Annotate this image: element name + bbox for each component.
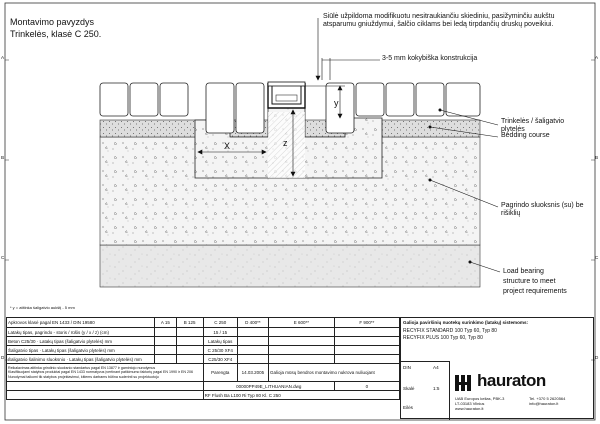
row4-label: Šaligatvio tipas · Latakų tipas (šaligatvio plytelės) mm — [7, 346, 155, 355]
row4-value: C 25/30 XF4 — [203, 346, 237, 355]
drawing-title-line2: Trinkelės, klasė C 250. — [10, 29, 102, 39]
callout-load-1: Load bearing — [503, 268, 544, 275]
row5-label: Šaligatvio šalinimo sluoksnio · Latakų tipas (šaligatvio plytelės) mm — [7, 355, 155, 364]
class-b125: B 125 — [176, 318, 203, 328]
notes-cell: Reikalavimas atitinka grindinio sluoksnio standartus pagal EN 13877 ir gamintojo nurodymus Klasifikuojami statybos produktai pagal EN 1433 normatyvus įvertinant patikimumo faktorių pagal EN 1990 ir EN 206 Nurodymai taikomi tik statybos projektavimui, kitiems darbams būtina suderinti su projektuotoju — [7, 364, 204, 382]
border-letter-a-left: A — [1, 55, 5, 60]
border-letter-a-right: A — [595, 55, 599, 60]
sheet-label: Eilės — [403, 405, 413, 410]
product-line-1: RECYFIX STANDARD 100 Typ 60, Typ 80 — [403, 328, 497, 334]
dim-z-label: z — [283, 138, 288, 148]
dim-x-label: X — [224, 141, 231, 151]
scale-value: 1:5 — [433, 386, 440, 391]
company-contact: Tel. +370 5 2620564 info@hauraton.lt — [529, 396, 566, 406]
revision-value: 0 — [334, 382, 399, 391]
callout-load-2: structure to meet — [503, 278, 556, 285]
load-class-label: Apkrovos klasė pagal EN 1433 / DIN 19580 — [7, 318, 155, 328]
file-name: 00000PP49E_LITHUANIAN.dwg — [203, 382, 334, 391]
drawing-title-line1: Montavimo pavyzdys — [10, 17, 95, 27]
dim-y-label: y — [334, 98, 339, 108]
file-spacer — [7, 382, 204, 391]
product-code: RF Flush Ba L100 Ri Typ 80 Kl. C 250 — [203, 391, 399, 400]
callout-bedding: Bedding course — [501, 132, 550, 139]
channel-type-value: 15 / 15 — [203, 328, 237, 337]
border-letter-d-right: D — [595, 355, 599, 360]
callout-construction: 3-5 mm kokybiška konstrukcija — [382, 55, 478, 62]
row3-value: Latakų tipas — [203, 337, 237, 346]
validity-note: Galioja mūsų bendros montavimo nukrova nuliuojant — [268, 364, 399, 382]
class-d400: D 400** — [237, 318, 268, 328]
class-f900: F 900** — [334, 318, 399, 328]
brand-name: hauraton — [477, 371, 546, 390]
drainage-channel — [268, 82, 305, 108]
callout-pavers: Trinkelės / šaligatvio plytelės — [501, 118, 565, 133]
footnote: * y = atitinka šaligatvio aukštį - 5 mm — [10, 305, 75, 310]
callout-load-3: project requirements — [503, 288, 567, 295]
title-block-table — [6, 317, 400, 400]
load-bearing-layer — [100, 245, 480, 287]
border-letter-c-left: C — [1, 255, 5, 260]
class-a15: A 15 — [155, 318, 177, 328]
border-letter-c-right: C — [595, 255, 599, 260]
callout-seam: Siūlė užpildoma modifikuotu nesitraukiančiu skiediniu, pasižyminčiu aukštu atsparumu gniuždymui, šalčio ciklams bei ledą tirpdančių druskų poveikiui. — [323, 13, 555, 28]
hauraton-logo-icon — [455, 373, 477, 393]
scale-label: Skalė — [403, 386, 415, 391]
din-value: A4 — [433, 365, 439, 370]
row3-label: Beton C25/30 · Latakų tipas (šaligatvio plytelės) mm — [7, 337, 155, 346]
product-info-block — [400, 317, 594, 419]
row5-value: C25/30 XF4 — [203, 355, 237, 364]
company-address: UAB Europos kelias, PBK-3 LT-03183 Vilnius www.hauraton.lt — [455, 396, 505, 411]
author-label: Parengta — [203, 364, 237, 382]
class-c250: C 250 — [203, 318, 237, 328]
sheet-info — [401, 361, 450, 420]
border-letter-b-left: B — [1, 155, 5, 160]
din-label: DIN — [403, 365, 411, 370]
code-spacer — [7, 391, 204, 400]
border-letter-b-right: B — [595, 155, 599, 160]
date-value: 14.03.2005 — [237, 364, 268, 382]
class-e600: E 600** — [268, 318, 334, 328]
header-note: Galioja paviršinių nuotekų surinkimo (latakų) sistemoms: — [403, 320, 529, 325]
channel-type-label: Latakų tipas, pagrindo - storis / rūšis (y / x / z) (cm) — [7, 328, 155, 337]
product-line-2: RECYFIX PLUS 100 Typ 60, Typ 80 — [403, 335, 483, 341]
callout-base: Pagrindo sluoksnis (su) be rišiklių — [501, 202, 584, 217]
border-letter-d-left: D — [1, 355, 5, 360]
